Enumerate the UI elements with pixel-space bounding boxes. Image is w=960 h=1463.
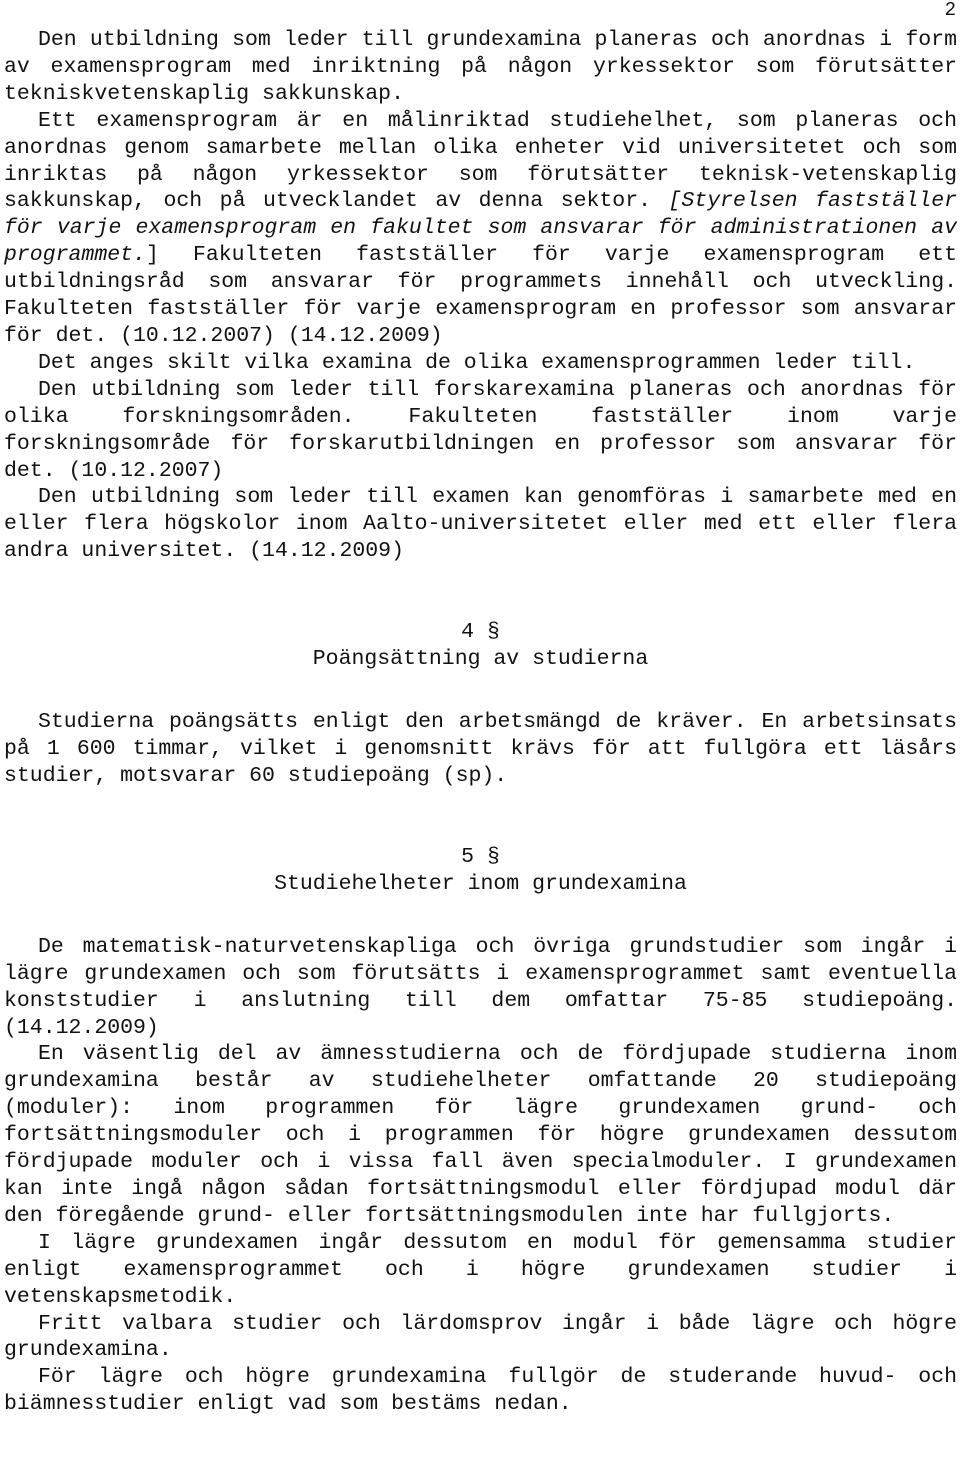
paragraph-text: Ett examensprogram är en målinriktad studiehelhet, som planeras och anordnas genom samarbete mellan olika enheter vid universitetet och som inriktas på någon yrkessektor som förutsätter teknisk-vetenskaplig sakkunskap, och på utvecklandet av denna sektor. — [4, 108, 957, 214]
paragraph: Den utbildning som leder till examen kan genomföras i samarbete med en eller flera högskolor inom Aalto-universitetet eller med ett eller flera andra universitet. (14.12.2009) — [4, 485, 957, 564]
page-number: 2 — [944, 0, 956, 21]
paragraph: Det anges skilt vilka examina de olika examensprogrammen leder till. — [38, 350, 916, 375]
section-number: 5 § — [461, 844, 500, 869]
paragraph: Fritt valbara studier och lärdomsprov ingår i både lägre och högre grundexamina. — [4, 1311, 957, 1363]
paragraph: Den utbildning som leder till grundexamina planeras och anordnas i form av examensprogram med inriktning på någon yrkessektor som förutsätter tekniskvetenskaplig sakkunskap. — [4, 28, 957, 106]
section-number: 4 § — [461, 620, 500, 645]
document-page — [4, 27, 957, 1418]
paragraph: De matematisk-naturvetenskapliga och övriga grundstudier som ingår i lägre grundexamen och som förutsätts i examensprogrammet samt eventuella konststudier i anslutning till dem omfattar 75-85 studiepoäng. (14.12.2009) — [4, 934, 957, 1040]
amended-text-italic: [Styrelsen fastställer för varje examensprogram en fakultet som ansvarar för administrationen av programmet. — [4, 189, 957, 268]
paragraph: I lägre grundexamen ingår dessutom en modul för gemensamma studier enligt examensprogrammet och i högre grundexamen studier i vetenskapsmetodik. — [4, 1230, 957, 1309]
section-title: Studiehelheter inom grundexamina — [274, 871, 687, 896]
section-title: Poängsättning av studierna — [312, 647, 649, 672]
paragraph — [4, 108, 957, 350]
paragraph: Studierna poängsätts enligt den arbetsmängd de kräver. En arbetsinsats på 1 600 timmar, vilket i genomsnitt krävs för att fullgöra ett läsårs studier, motsvarar 60 studiepoäng (sp). — [4, 710, 957, 788]
paragraph: Den utbildning som leder till forskarexamina planeras och anordnas för olika forskningsområden. Fakulteten fastställer inom varje forskningsområde för forskarutbildningen en professor som ansvarar för det. (10.12.2007) — [4, 377, 957, 483]
paragraph: En väsentlig del av ämnesstudierna och de fördjupade studierna inom grundexamina består av studiehelheter omfattande 20 studiepoäng (moduler): inom programmen för lägre grundexamen grund- och fortsättningsmoduler och i programmen för högre grundexamen dessutom fördjupade moduler och i vissa fall även specialmoduler. I grundexamen kan inte ingå någon sådan fortsättningsmodul eller fördjupad modul där den föregående grund- eller fortsättningsmodulen inte har fullgjorts. — [4, 1042, 957, 1228]
paragraph-text: ] Fakulteten fastställer för varje examensprogram ett utbildningsråd som ansvarar för programmets innehåll och utveckling. Fakulteten fastställer för varje examensprogram en professor som ansvarar för det. (10.12.2007) (14.12.2009) — [4, 243, 957, 348]
paragraph: För lägre och högre grundexamina fullgör de studerande huvud- och biämnesstudier enligt vad som bestäms nedan. — [4, 1365, 957, 1417]
